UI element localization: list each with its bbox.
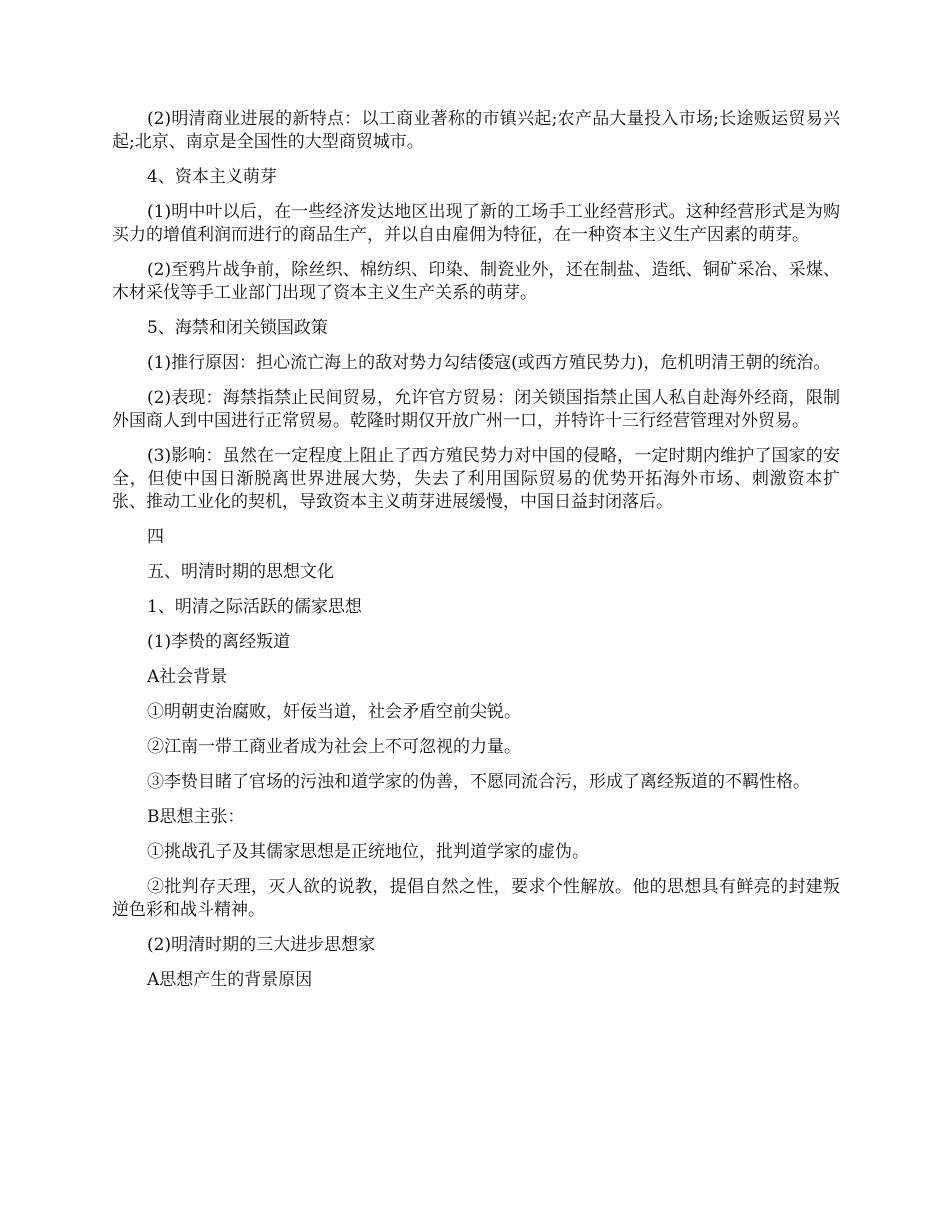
subsection-heading: A思想产生的背景原因 [147,970,313,990]
subsection-heading: (1)李贽的离经叛道 [147,632,291,652]
list-item: ③李贽目睹了官场的污浊和道学家的伪善，不愿同流合污，形成了离经叛道的不羁性格。 [147,772,810,792]
section-number: 四 [147,527,164,547]
list-item: ②批判存天理，灭人欲的说教，提倡自然之性，要求个性解放。他的思想具有鲜亮的封建叛逆色彩和战斗精神。 [112,877,840,920]
section-heading: 五、明清时期的思想文化 [147,562,334,582]
subsection-heading: 1、明清之际活跃的儒家思想 [147,597,362,617]
list-item: ②江南一带工商业者成为社会上不可忽视的力量。 [147,737,521,757]
subsection-heading: (2)明清时期的三大进步思想家 [147,935,376,955]
list-item: ①挑战孔子及其儒家思想是正统地位，批判道学家的虚伪。 [147,842,589,862]
list-item: ①明朝吏治腐败，奸佞当道，社会矛盾空前尖锐。 [147,702,521,722]
paragraph: (1)明中叶以后，在一些经济发达地区出现了新的工场手工业经营形式。这种经营形式是为购买力的增值利润而进行的商品生产，并以自由雇佣为特征，在一种资本主义生产因素的萌芽。 [112,202,840,245]
paragraph: (2)明清商业进展的新特点：以工商业著称的市镇兴起;农产品大量投入市场;长途贩运贸易兴起;北京、南京是全国性的大型商贸城市。 [112,109,840,152]
paragraph: (1)推行原因：担心流亡海上的敌对势力勾结倭寇(或西方殖民势力)，危机明清王朝的统治。 [147,353,831,373]
subsection-heading: B思想主张： [147,807,245,827]
paragraph: (2)至鸦片战争前，除丝织、棉纺织、印染、制瓷业外，还在制盐、造纸、铜矿采冶、采煤、木材采伐等手工业部门出现了资本主义生产关系的萌芽。 [112,260,840,303]
document-page [112,108,840,1004]
subsection-heading: A社会背景 [147,667,228,687]
section-heading: 5、海禁和闭关锁国政策 [147,318,328,338]
paragraph: (3)影响：虽然在一定程度上阻止了西方殖民势力对中国的侵略，一定时期内维护了国家的安全，但使中国日渐脱离世界进展大势，失去了利用国际贸易的优势开拓海外市场、刺激资本扩张、推动工业化的契机，导致资本主义萌芽进展缓慢，中国日益封闭落后。 [112,446,840,512]
section-heading: 4、资本主义萌芽 [147,167,277,187]
paragraph: (2)表现：海禁指禁止民间贸易，允许官方贸易：闭关锁国指禁止国人私自赴海外经商，限制外国商人到中国进行正常贸易。乾隆时期仅开放广州一口，并特许十三行经营管理对外贸易。 [112,388,840,431]
